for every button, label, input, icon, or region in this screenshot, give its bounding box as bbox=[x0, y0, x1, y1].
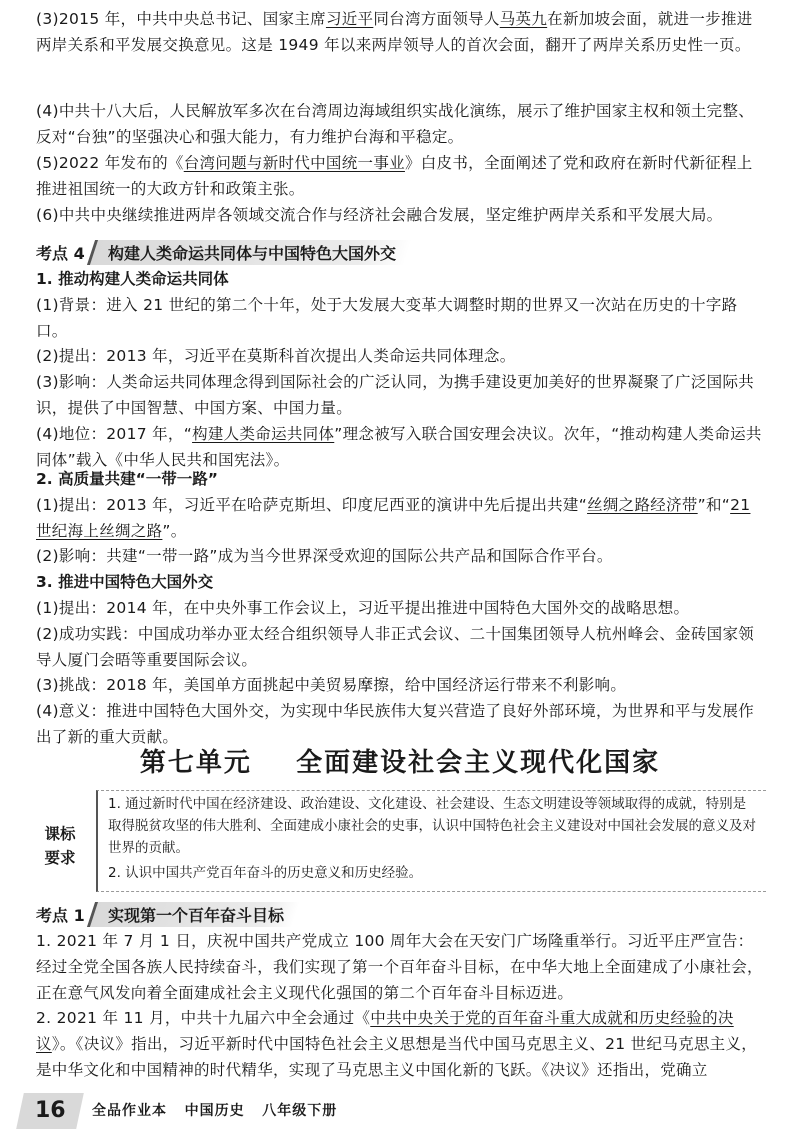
kaodian-title: 实现第一个百年奋斗目标 bbox=[107, 905, 284, 925]
section-3-heading: 3. 推进中国特色大国外交 bbox=[36, 573, 214, 591]
section-3-item-4: (4)意义：推进中国特色大国外交，为实现中华民族伟大复兴营造了良好外部环境，为世界和平与发展作出了新的重大贡献。 bbox=[36, 702, 755, 746]
kaodian-number: 考点 4 bbox=[36, 243, 85, 263]
kaodian-title: 构建人类命运共同体与中国特色大国外交 bbox=[107, 243, 396, 263]
paragraph-4: (4)中共十八大后，人民解放军多次在台湾周边海域组织实战化演练，展示了维护国家主权和领土完整、反对“台独”的坚强决心和强大能力，有力维护台海和平稳定。 bbox=[36, 102, 755, 146]
paragraph-6: (6)中共中央继续推进两岸各领域交流合作与经济社会融合发展，坚定维护两岸关系和平发展大局。 bbox=[36, 206, 723, 224]
kaodian-number: 考点 1 bbox=[36, 905, 85, 925]
section-1-item-2: (2)提出：2013 年，习近平在莫斯科首次提出人类命运共同体理念。 bbox=[36, 347, 516, 365]
section-2-heading: 2. 高质量共建“一带一路” bbox=[36, 470, 218, 488]
final-paragraph-1: 1. 2021 年 7 月 1 日，庆祝中国共产党成立 100 周年大会在天安门广场隆重举行。习近平庄严宣告：经过全党全国各族人民持续奋斗，我们实现了第一个百年奋斗目标，在中华大地上全面建成了小康社会，正在意气风发向着全面建成社会主义现代化强国的第二个百年奋斗目标迈进。 bbox=[36, 932, 763, 1002]
section-1-heading: 1. 推动构建人类命运共同体 bbox=[36, 270, 229, 288]
kaodian-title-box bbox=[87, 240, 412, 265]
unit-title: 第七单元 全面建设社会主义现代化国家 bbox=[139, 748, 661, 778]
section-1-item-4: (4)地位：2017 年，“构建人类命运共同体”理念被写入联合国安理会决议。次年，“推动构建人类命运共同体”载入《中华人民共和国宪法》。 bbox=[36, 425, 762, 469]
requirement-item-1: 1. 通过新时代中国在经济建设、政治建设、文化建设、社会建设、生态文明建设等领域取得的成就，特别是取得脱贫攻坚的伟大胜利、全面建成小康社会的史事，认识中国特色社会主义建设对中国社会发展的意义及对世界的贡献。 bbox=[108, 796, 756, 856]
section-1-item-3: (3)影响：人类命运共同体理念得到国际社会的广泛认同，为携手建设更加美好的世界凝聚了广泛国际共识，提供了中国智慧、中国方案、中国力量。 bbox=[36, 373, 755, 417]
kaodian-title-box bbox=[87, 902, 300, 927]
final-paragraph-2: 2. 2021 年 11 月，中共十九届六中全会通过《中共中央关于党的百年奋斗重大成就和历史经验的决议》。《决议》指出，习近平新时代中国特色社会主义思想是当代中国马克思主义、21 世纪马克思主义，是中华文化和中国精神的时代精华，实现了马克思主义中国化新的飞跃。《决议》还指出，党确立 bbox=[36, 1009, 758, 1079]
kaodian-4-header bbox=[36, 240, 408, 264]
paragraph-3: (3)2015 年，中共中央总书记、国家主席习近平同台湾方面领导人马英九在新加坡会面，就进一步推进两岸关系和平发展交换意见。这是 1949 年以来两岸领导人的首次会面，翻开了两岸关系历史性一页。 bbox=[36, 10, 753, 54]
section-2-item-1: (1)提出：2013 年，习近平在哈萨克斯坦、印度尼西亚的演讲中先后提出共建“丝绸之路经济带”和“21 世纪海上丝绸之路”。 bbox=[36, 496, 751, 540]
footer-text bbox=[92, 1100, 337, 1120]
section-1-item-1: (1)背景：进入 21 世纪的第二个十年，处于大发展大变革大调整时期的世界又一次站在历史的十字路口。 bbox=[36, 296, 738, 340]
page-number: 16 bbox=[16, 1093, 84, 1129]
section-2-item-2: (2)影响：共建“一带一路”成为当今世界深受欢迎的国际公共产品和国际合作平台。 bbox=[36, 547, 613, 565]
paragraph-5: (5)2022 年发布的《台湾问题与新时代中国统一事业》白皮书，全面阐述了党和政府在新时代新征程上推进祖国统一的大政方针和政策主张。 bbox=[36, 154, 753, 198]
section-3-item-3: (3)挑战：2018 年，美国单方面挑起中美贸易摩擦，给中国经济运行带来不利影响。 bbox=[36, 676, 627, 694]
requirements-label: 课标 要求 bbox=[44, 825, 76, 867]
section-3-item-1: (1)提出：2014 年，在中央外事工作会议上，习近平提出推进中国特色大国外交的战略思想。 bbox=[36, 599, 690, 617]
footer-subject: 中国历史 bbox=[184, 1103, 245, 1119]
requirement-item-2: 2. 认识中国共产党百年奋斗的历史意义和历史经验。 bbox=[108, 865, 423, 881]
section-3-item-2: (2)成功实践：中国成功举办亚太经合组织领导人非正式会议、二十国集团领导人杭州峰会、金砖国家领导人厦门会晤等重要国际会议。 bbox=[36, 625, 755, 669]
kaodian-1-header bbox=[36, 902, 296, 926]
footer-book: 全品作业本 bbox=[92, 1103, 167, 1119]
footer-grade: 八年级下册 bbox=[262, 1103, 338, 1119]
